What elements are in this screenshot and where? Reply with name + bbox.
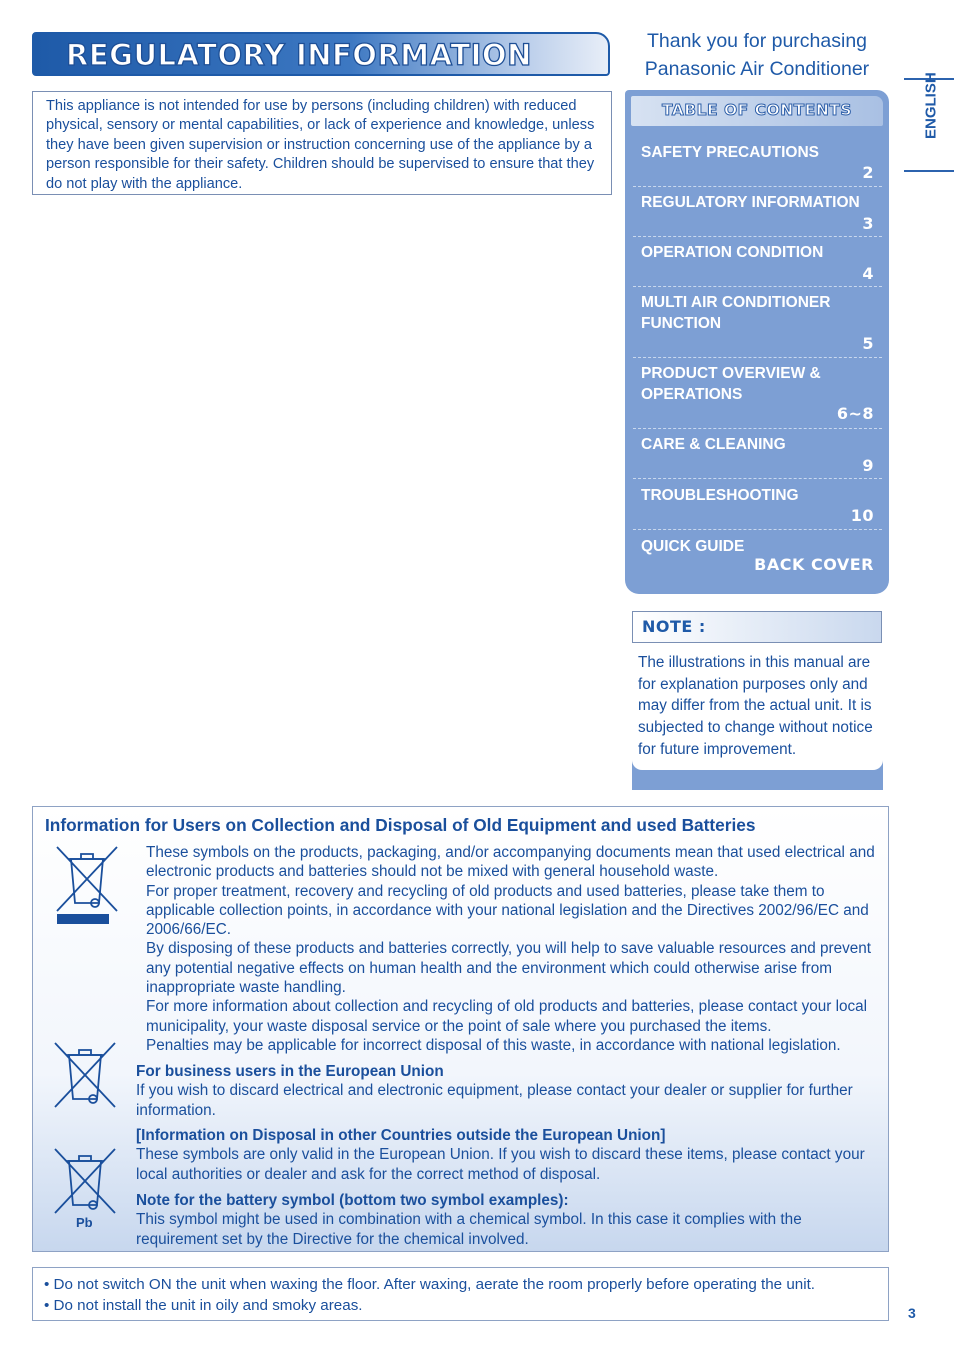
note-box (632, 645, 883, 790)
business-users-title: For business users in the European Union (136, 1063, 444, 1080)
toc-header (631, 96, 883, 126)
table-of-contents (625, 90, 889, 594)
note-header (632, 611, 882, 643)
language-tab (904, 72, 954, 172)
crossed-bin-icon (53, 1041, 117, 1109)
toc-item-page: 9 (862, 456, 874, 475)
toc-item-label: QUICK GUIDE (641, 538, 745, 555)
toc-item-label: OPERATION CONDITION (641, 244, 824, 261)
crossed-bin-icon (55, 845, 119, 927)
intro-notice: This appliance is not intended for use by persons (including children) with reduced physical, sensory or mental capabilities, or lack of experience and knowledge, unless they have been given supervision or instruction concerning use of the appliance by a person responsible for their safety. Children should be supervised to ensure that they do not play with the appliance. (32, 91, 612, 195)
other-countries-text: These symbols are only valid in the European Union. If you wish to discard these items, please contact your local authorities or dealer and ask for the correct method of disposal. (136, 1146, 865, 1183)
bottom-note: • Do not switch ON the unit when waxing the floor. After waxing, aerate the room properly before operating the unit. (44, 1276, 816, 1293)
chemical-symbol-label: Pb (76, 1215, 93, 1230)
battery-symbol-section (136, 1191, 881, 1249)
toc-item-page: 3 (862, 214, 874, 233)
toc-item-safety[interactable] (633, 142, 882, 187)
crossed-bin-battery-icon (53, 1147, 117, 1215)
toc-item-page: 10 (850, 506, 874, 525)
bottom-notes-box (32, 1267, 889, 1321)
toc-item-label: REGULATORY INFORMATION (641, 194, 860, 211)
disposal-paragraph: These symbols on the products, packaging, and/or accompanying documents mean that used electrical and electronic products and batteries should not be mixed with general household waste. (146, 844, 875, 881)
toc-item-label: PRODUCT OVERVIEW & OPERATIONS (641, 365, 821, 403)
business-users-text: If you wish to discard electrical and electronic equipment, please contact your dealer or supplier for further information. (136, 1082, 853, 1119)
other-countries-section (136, 1126, 881, 1184)
toc-item-troubleshooting[interactable] (633, 485, 882, 530)
battery-symbol-text: This symbol might be used in combination with a chemical symbol. In this case it complies with the requirement set by the Directive for the chemical involved. (136, 1211, 802, 1248)
toc-item-page: 4 (862, 264, 874, 283)
toc-item-page: 2 (862, 163, 874, 182)
note-inner (632, 645, 883, 770)
toc-item-page: 6~8 (836, 404, 874, 423)
disposal-paragraphs (146, 843, 876, 1055)
disposal-paragraph: By disposing of these products and batteries correctly, you will help to save valuable resources and prevent any potential negative effects on human health and the environment which could otherwise arise from inappropriate waste handling. (146, 940, 872, 997)
disposal-paragraph: For proper treatment, recovery and recycling of old products and used batteries, please take them to applicable collection points, in accordance with your national legislation and the Directives 2002/96/EC and 2006/66/EC. (146, 882, 869, 939)
title-banner (32, 32, 610, 76)
note-title: NOTE : (642, 617, 706, 636)
thanks-line-1: Thank you for purchasing (646, 30, 868, 52)
thanks-text (630, 27, 884, 83)
toc-item-page: BACK COVER (754, 555, 874, 574)
toc-item-label: CARE & CLEANING (641, 436, 786, 453)
bottom-note: • Do not install the unit in oily and smoky areas. (44, 1297, 363, 1314)
battery-symbol-title: Note for the battery symbol (bottom two symbol examples): (136, 1192, 569, 1209)
toc-item-multi-function[interactable] (633, 292, 882, 358)
disposal-paragraph: For more information about collection and recycling of old products and batteries, please contact your local municipality, your waste disposal service or the point of sale where you purchased the items. (146, 998, 868, 1035)
toc-title: TABLE OF CONTENTS (661, 101, 853, 119)
toc-item-quick-guide[interactable] (633, 536, 882, 580)
toc-item-label: TROUBLESHOOTING (641, 487, 799, 504)
toc-item-product-overview[interactable] (633, 363, 882, 429)
toc-item-label: SAFETY PRECAUTIONS (641, 144, 819, 161)
language-tab-label: ENGLISH (922, 72, 940, 139)
disposal-heading: Information for Users on Collection and Disposal of Old Equipment and used Batteries (45, 815, 756, 835)
toc-item-operation-condition[interactable] (633, 242, 882, 287)
note-text: The illustrations in this manual are for explanation purposes only and may differ from the actual unit. It is subjected to change without notice for future improvement. (638, 654, 873, 758)
toc-item-page: 5 (862, 334, 874, 353)
page-number: 3 (908, 1305, 916, 1321)
toc-item-label: MULTI AIR CONDITIONER FUNCTION (641, 294, 831, 332)
other-countries-title: [Information on Disposal in other Countries outside the European Union] (136, 1127, 666, 1144)
disposal-paragraph: Penalties may be applicable for incorrect disposal of this waste, in accordance with national legislation. (146, 1036, 841, 1054)
thanks-line-2: Panasonic Air Conditioner (644, 58, 870, 80)
toc-item-regulatory[interactable] (633, 192, 882, 237)
page-title: REGULATORY INFORMATION (66, 38, 532, 72)
business-users-section (136, 1062, 881, 1120)
disposal-info-box (32, 806, 889, 1252)
toc-item-care-cleaning[interactable] (633, 434, 882, 479)
